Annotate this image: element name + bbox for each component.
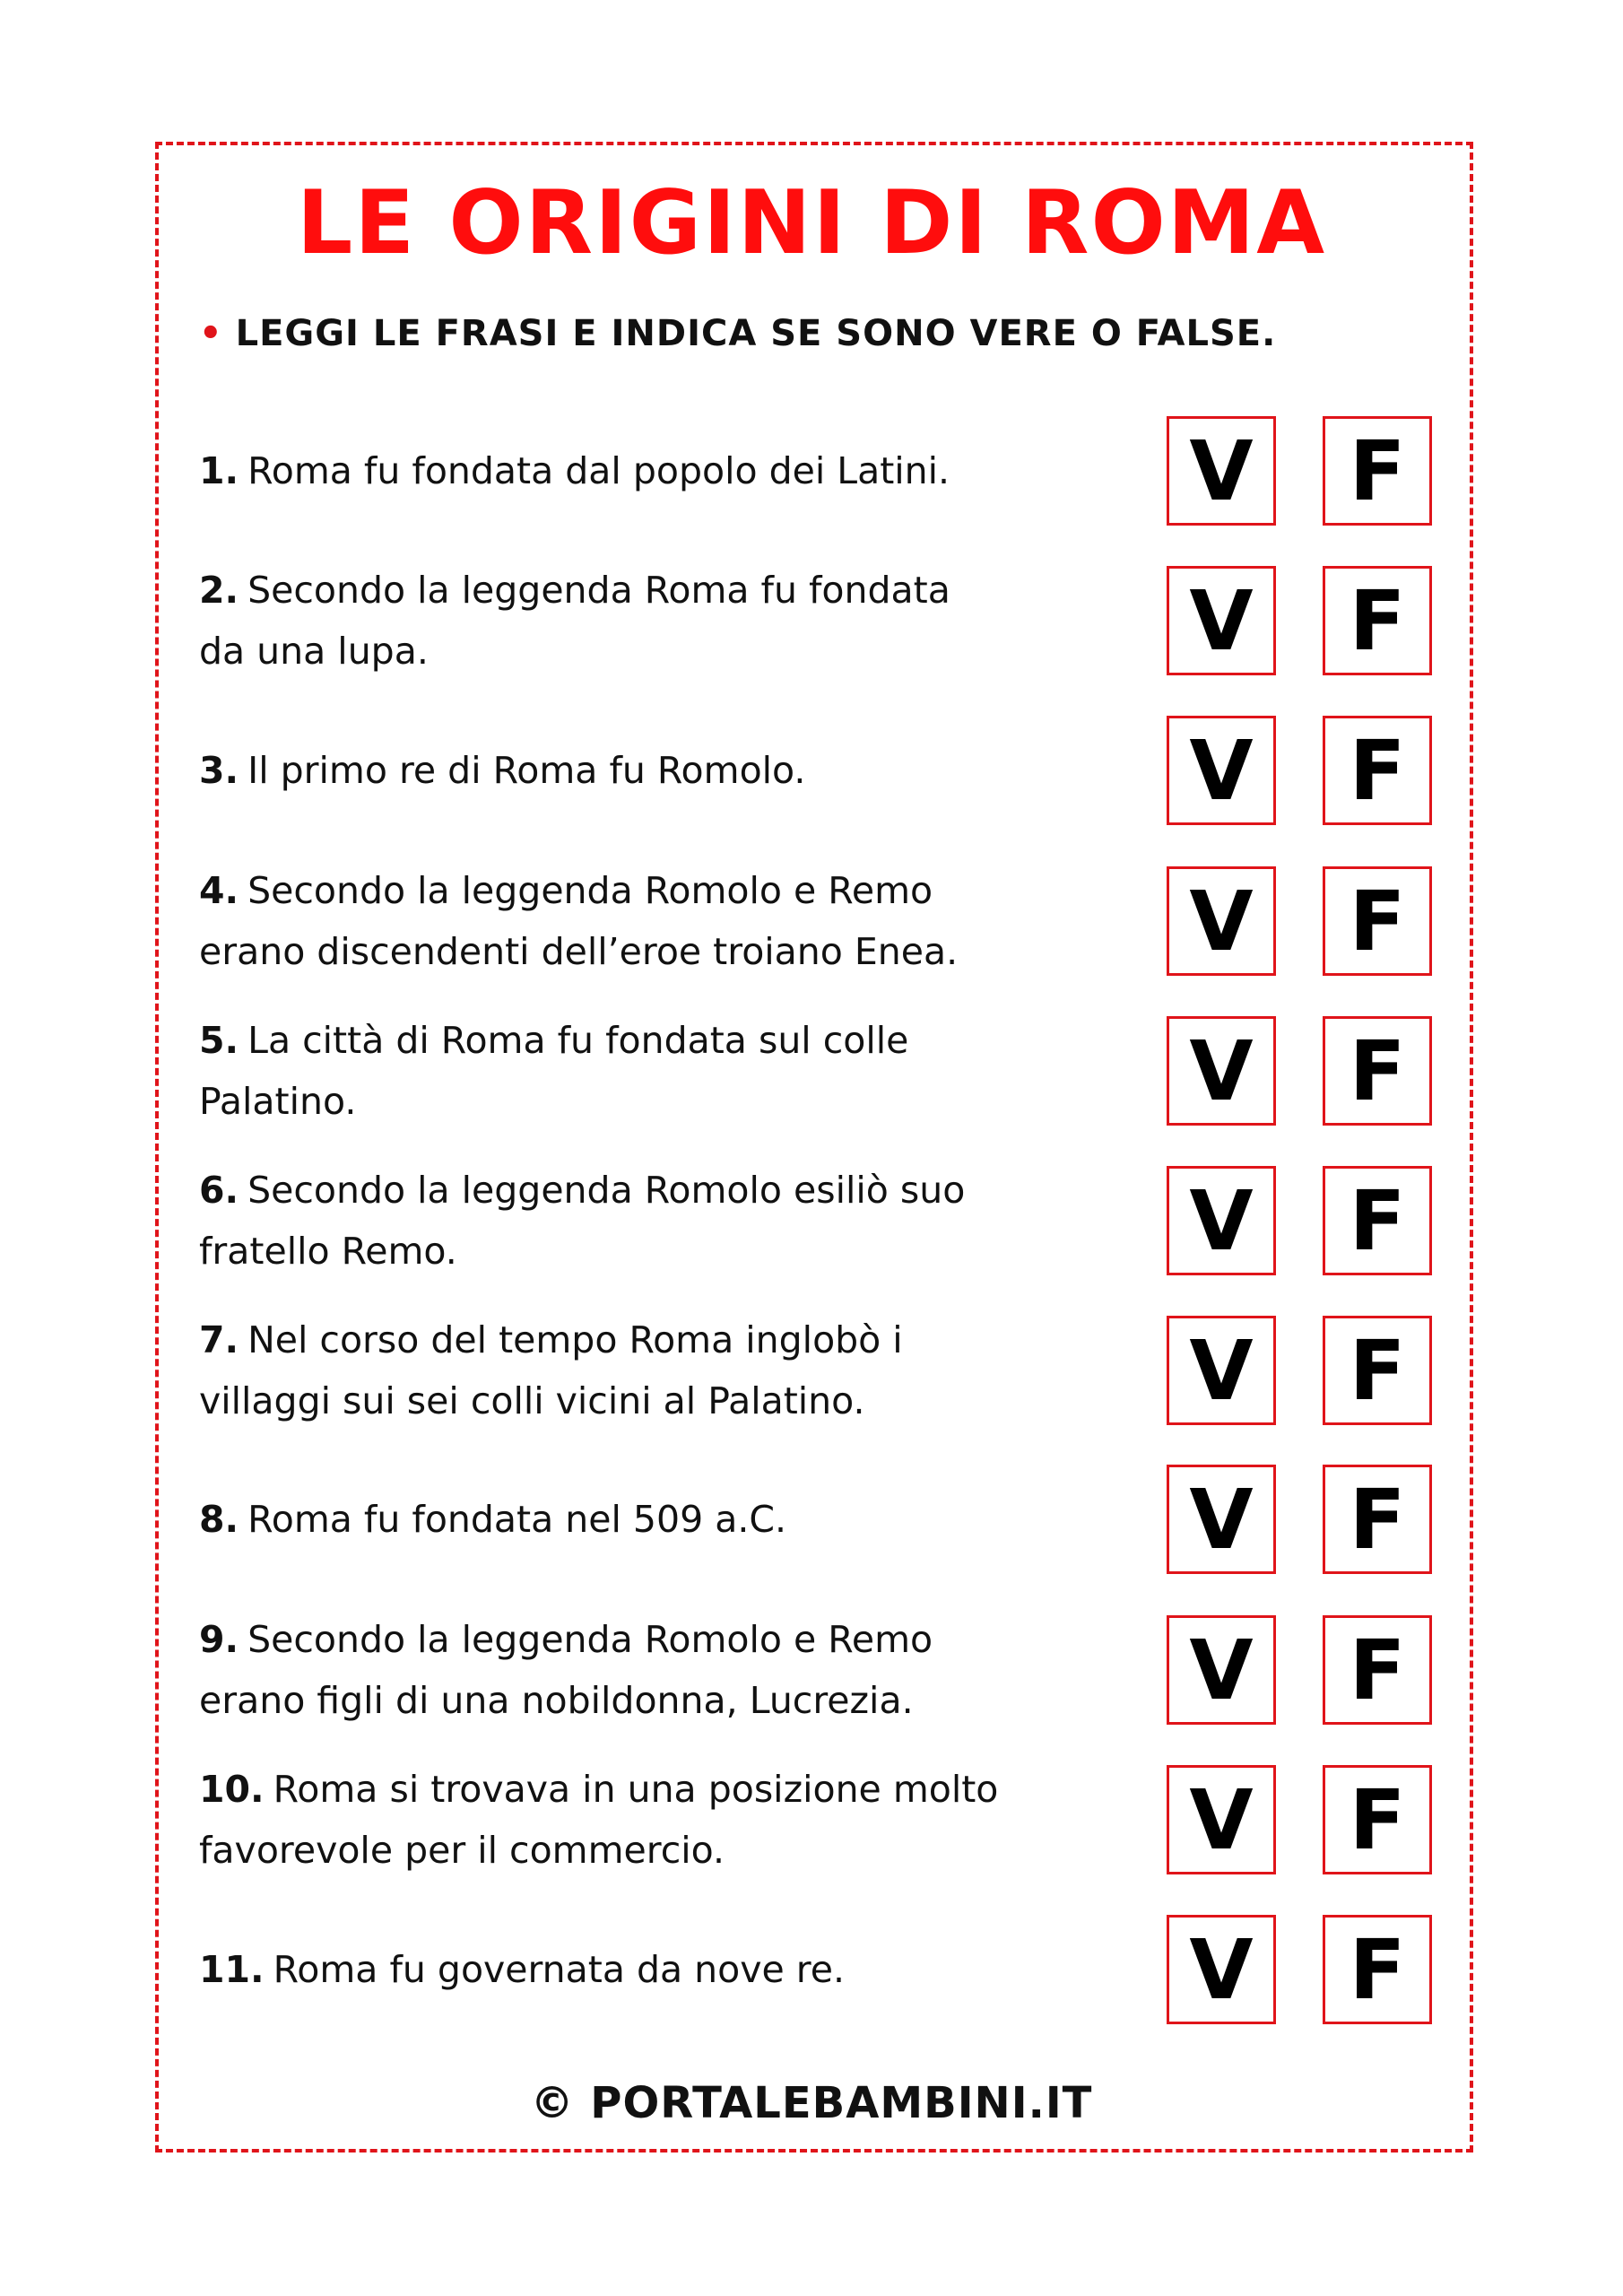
question-number: 1. bbox=[199, 449, 239, 492]
question-text: Palatino. bbox=[199, 1080, 357, 1123]
question-text: villaggi sui sei colli vicini al Palatino. bbox=[199, 1379, 865, 1422]
footer-copyright: © PORTALEBAMBINI.IT bbox=[530, 2078, 1093, 2128]
question-7 bbox=[199, 1309, 1132, 1431]
question-2 bbox=[199, 560, 1132, 682]
question-number: 8. bbox=[199, 1498, 239, 1541]
false-checkbox-6[interactable]: F bbox=[1323, 1166, 1432, 1275]
true-checkbox-9[interactable]: V bbox=[1167, 1615, 1276, 1725]
question-text: Roma fu fondata nel 509 a.C. bbox=[247, 1498, 787, 1541]
instruction-text: LEGGI LE FRASI E INDICA SE SONO VERE O FALSE. bbox=[235, 313, 1277, 354]
question-line bbox=[199, 1010, 1132, 1071]
question-text: Secondo la leggenda Roma fu fondata bbox=[247, 569, 950, 612]
question-line bbox=[199, 1160, 1132, 1221]
question-text: Secondo la leggenda Romolo esiliò suo bbox=[247, 1169, 966, 1212]
question-5 bbox=[199, 1010, 1132, 1132]
false-checkbox-4[interactable]: F bbox=[1323, 866, 1432, 976]
question-number: 5. bbox=[199, 1019, 239, 1062]
question-10 bbox=[199, 1759, 1132, 1881]
question-number: 3. bbox=[199, 749, 239, 792]
question-line bbox=[199, 1939, 1132, 2000]
question-text: erano figli di una nobildonna, Lucrezia. bbox=[199, 1679, 914, 1722]
question-text: fratello Remo. bbox=[199, 1230, 457, 1273]
false-checkbox-7[interactable]: F bbox=[1323, 1316, 1432, 1425]
false-checkbox-3[interactable]: F bbox=[1323, 716, 1432, 825]
question-3 bbox=[199, 740, 1132, 801]
question-8 bbox=[199, 1489, 1132, 1550]
question-line bbox=[199, 560, 1132, 621]
false-checkbox-8[interactable]: F bbox=[1323, 1465, 1432, 1574]
question-text: erano discendenti dell’eroe troiano Enea. bbox=[199, 930, 959, 973]
question-number: 9. bbox=[199, 1618, 239, 1661]
false-checkbox-10[interactable]: F bbox=[1323, 1765, 1432, 1874]
page-title: LE ORIGINI DI ROMA bbox=[296, 172, 1327, 274]
question-line bbox=[199, 921, 1132, 982]
true-checkbox-4[interactable]: V bbox=[1167, 866, 1276, 976]
true-checkbox-7[interactable]: V bbox=[1167, 1316, 1276, 1425]
true-checkbox-1[interactable]: V bbox=[1167, 416, 1276, 526]
question-4 bbox=[199, 860, 1132, 982]
question-line bbox=[199, 1759, 1132, 1820]
true-checkbox-3[interactable]: V bbox=[1167, 716, 1276, 825]
question-line bbox=[199, 1670, 1132, 1731]
true-checkbox-6[interactable]: V bbox=[1167, 1166, 1276, 1275]
question-line bbox=[199, 621, 1132, 682]
false-checkbox-1[interactable]: F bbox=[1323, 416, 1432, 526]
question-line bbox=[199, 1489, 1132, 1550]
question-text: favorevole per il commercio. bbox=[199, 1829, 725, 1872]
question-text: Secondo la leggenda Romolo e Remo bbox=[247, 869, 933, 912]
question-line bbox=[199, 1221, 1132, 1282]
question-line bbox=[199, 440, 1132, 501]
question-line bbox=[199, 1309, 1132, 1370]
question-line bbox=[199, 1609, 1132, 1670]
question-text: Il primo re di Roma fu Romolo. bbox=[247, 749, 806, 792]
question-9 bbox=[199, 1609, 1132, 1731]
question-number: 2. bbox=[199, 569, 239, 612]
question-11 bbox=[199, 1939, 1132, 2000]
question-line bbox=[199, 860, 1132, 921]
question-number: 7. bbox=[199, 1318, 239, 1361]
question-text: Roma fu governata da nove re. bbox=[273, 1948, 845, 1991]
question-text: La città di Roma fu fondata sul colle bbox=[247, 1019, 909, 1062]
instruction bbox=[199, 313, 1277, 354]
question-line bbox=[199, 740, 1132, 801]
true-checkbox-10[interactable]: V bbox=[1167, 1765, 1276, 1874]
true-checkbox-2[interactable]: V bbox=[1167, 566, 1276, 675]
question-1 bbox=[199, 440, 1132, 501]
question-number: 11. bbox=[199, 1948, 265, 1991]
question-number: 6. bbox=[199, 1169, 239, 1212]
question-number: 4. bbox=[199, 869, 239, 912]
false-checkbox-5[interactable]: F bbox=[1323, 1016, 1432, 1126]
question-text: da una lupa. bbox=[199, 630, 429, 673]
question-text: Roma fu fondata dal popolo dei Latini. bbox=[247, 449, 950, 492]
false-checkbox-9[interactable]: F bbox=[1323, 1615, 1432, 1725]
question-line bbox=[199, 1370, 1132, 1431]
question-line bbox=[199, 1820, 1132, 1881]
question-line bbox=[199, 1071, 1132, 1132]
question-text: Nel corso del tempo Roma inglobò i bbox=[247, 1318, 903, 1361]
bullet-icon: • bbox=[199, 313, 223, 354]
question-text: Secondo la leggenda Romolo e Remo bbox=[247, 1618, 933, 1661]
question-text: Roma si trovava in una posizione molto bbox=[273, 1768, 999, 1811]
question-6 bbox=[199, 1160, 1132, 1282]
false-checkbox-2[interactable]: F bbox=[1323, 566, 1432, 675]
true-checkbox-11[interactable]: V bbox=[1167, 1915, 1276, 2024]
question-number: 10. bbox=[199, 1768, 265, 1811]
true-checkbox-8[interactable]: V bbox=[1167, 1465, 1276, 1574]
false-checkbox-11[interactable]: F bbox=[1323, 1915, 1432, 2024]
true-checkbox-5[interactable]: V bbox=[1167, 1016, 1276, 1126]
